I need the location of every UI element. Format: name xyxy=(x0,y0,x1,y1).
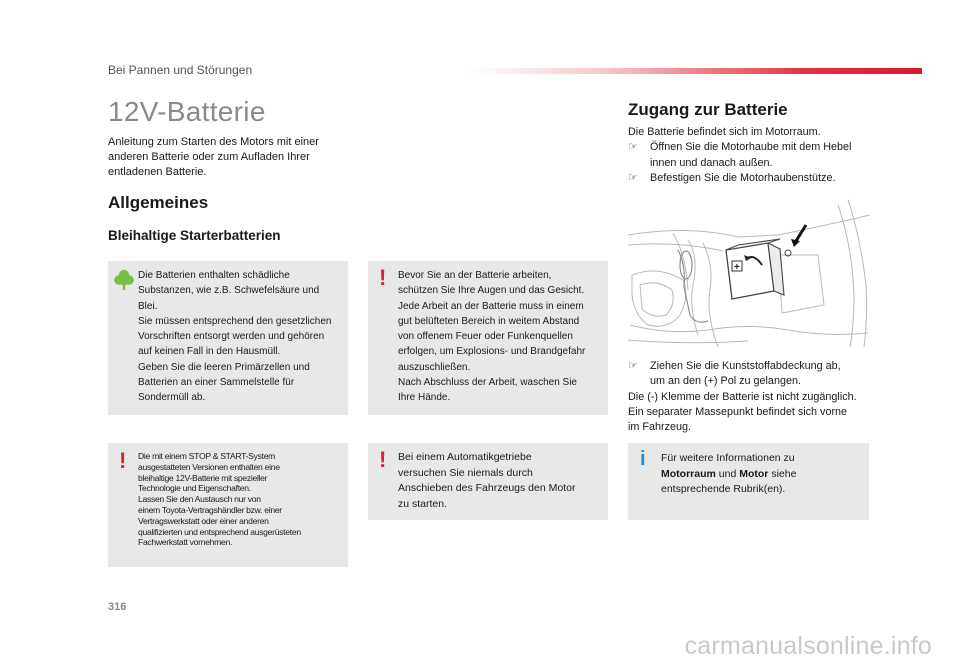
text-line: Substanzen, wie z.B. Schwefelsäure und xyxy=(138,285,320,297)
text-line xyxy=(661,467,861,483)
text-line: gut belüfteten Bereich in weitem Abstand xyxy=(398,315,580,327)
info-note-box xyxy=(628,443,869,520)
text-line: Geben Sie die leeren Primärzellen und xyxy=(138,361,310,373)
text-line: Batterien an einer Sammelstelle für xyxy=(138,377,295,389)
text-line: entsprechende Rubrik(en). xyxy=(661,483,786,495)
intro-paragraph: Anleitung zum Starten des Motors mit einer anderen Batterie oder zum Aufladen Ihrer entladenen Batterie. xyxy=(108,136,319,178)
text-line: auszuschließen. xyxy=(398,361,471,373)
environment-note-text xyxy=(138,268,342,406)
text-line: Anschieben des Fahrzeugs den Motor xyxy=(398,482,576,494)
text-line: einem Toyota-Vertragshändler bzw. einer xyxy=(138,504,282,515)
text-line: von offenem Feuer oder Funkenquellen xyxy=(398,331,573,343)
stop-start-warning-box xyxy=(108,443,348,567)
watermark: carmanualsonline.info xyxy=(684,632,932,660)
text-line: im Fahrzeug. xyxy=(628,421,692,434)
text-line: Sondermüll ab. xyxy=(138,392,206,404)
text-line: versuchen Sie niemals durch xyxy=(398,466,533,479)
info-note-text xyxy=(661,451,861,498)
text-line: bleihaltige 12V-Batterie mit spezieller xyxy=(138,472,268,483)
text-line: ausgestatteten Versionen enthalten eine xyxy=(138,461,280,472)
info-icon: i xyxy=(640,448,646,470)
text-fragment: und xyxy=(718,467,737,480)
bullet-arrow-icon: ☞ xyxy=(628,141,638,154)
battery-work-warning-text xyxy=(398,268,604,406)
text-line: Jede Arbeit an der Batterie muss in einem xyxy=(398,300,584,312)
general-heading: Allgemeines xyxy=(108,193,209,212)
text-line: qualifizierten und entsprechend ausgerüsteten xyxy=(138,526,301,537)
engine-compartment-battery-illustration xyxy=(628,195,870,347)
text-line: Blei. xyxy=(138,300,158,312)
bold-term-motorraum: Motorraum xyxy=(661,467,716,480)
text-line: Ihre Hände. xyxy=(398,392,451,404)
plus-terminal-label: + xyxy=(734,262,740,273)
page-number: 316 xyxy=(108,601,127,613)
recycle-tree-icon xyxy=(114,269,134,291)
text-line: Befestigen Sie die Motorhaubenstütze. xyxy=(650,171,836,184)
battery-work-warning-box xyxy=(368,261,608,415)
text-line: Technologie und Eigenschaften. xyxy=(138,483,251,494)
lead-battery-heading: Bleihaltige Starterbatterien xyxy=(108,228,281,243)
text-line: auf keinen Fall in den Hausmüll. xyxy=(138,346,281,358)
automatic-gearbox-warning-text xyxy=(398,450,602,512)
text-line: innen und danach außen. xyxy=(650,156,773,169)
environment-note-box xyxy=(108,261,348,415)
text-fragment: siehe xyxy=(771,467,797,480)
access-heading: Zugang zur Batterie xyxy=(628,100,788,119)
text-line: Nach Abschluss der Arbeit, waschen Sie xyxy=(398,377,577,389)
bullet-arrow-icon: ☞ xyxy=(628,360,638,372)
header-accent-bar xyxy=(470,68,922,74)
text-line: zu starten. xyxy=(398,497,448,510)
text-line: Die Batterien enthalten schädliche xyxy=(138,270,290,281)
section-title: Bei Pannen und Störungen xyxy=(108,63,253,77)
text-line: Öffnen Sie die Motorhaube mit dem Hebel xyxy=(650,141,852,154)
text-line: um an den (+) Pol zu gelangen. xyxy=(650,375,801,388)
text-line: Lassen Sie den Austausch nur von xyxy=(138,494,261,505)
text-line: Bevor Sie an der Batterie arbeiten, xyxy=(398,270,552,281)
step-bonnet-stay xyxy=(628,171,878,186)
text-line: Die (-) Klemme der Batterie ist nicht zugänglich. xyxy=(628,390,857,403)
step-open-bonnet xyxy=(628,140,878,171)
text-line: Vorschriften entsorgt werden und gehören xyxy=(138,331,325,343)
text-line: Bei einem Automatikgetriebe xyxy=(398,451,532,463)
text-line: Ein separater Massepunkt befindet sich vorne xyxy=(628,405,848,418)
text-line: Für weitere Informationen zu xyxy=(661,452,795,464)
bullet-arrow-icon: ☞ xyxy=(628,171,638,184)
page-title: 12V-Batterie xyxy=(108,96,266,127)
warning-exclamation-icon: ! xyxy=(379,447,387,472)
access-instructions xyxy=(628,125,878,186)
access-instructions-2 xyxy=(628,359,878,435)
text-line: Ziehen Sie die Kunststoffabdeckung ab, xyxy=(650,360,841,372)
text-line: erfolgen, um Explosions- und Brandgefahr xyxy=(398,346,586,358)
text-line: Die Batterie befindet sich im Motorraum. xyxy=(628,126,821,138)
automatic-gearbox-warning-box xyxy=(368,443,608,520)
text-line: Die mit einem STOP & START-System xyxy=(138,451,276,461)
bold-term-motor: Motor xyxy=(739,467,769,480)
text-line: schützen Sie Ihre Augen und das Gesicht. xyxy=(398,285,585,297)
warning-exclamation-icon: ! xyxy=(379,265,387,290)
text-line: Fachwerkstatt vornehmen. xyxy=(138,537,233,548)
text-line: Sie müssen entsprechend den gesetzlichen xyxy=(138,315,332,327)
step-remove-cover xyxy=(628,359,878,390)
stop-start-warning-text xyxy=(138,451,344,548)
text-line: Vertragswerkstatt oder einer anderen xyxy=(138,515,269,526)
warning-exclamation-icon: ! xyxy=(119,448,127,473)
